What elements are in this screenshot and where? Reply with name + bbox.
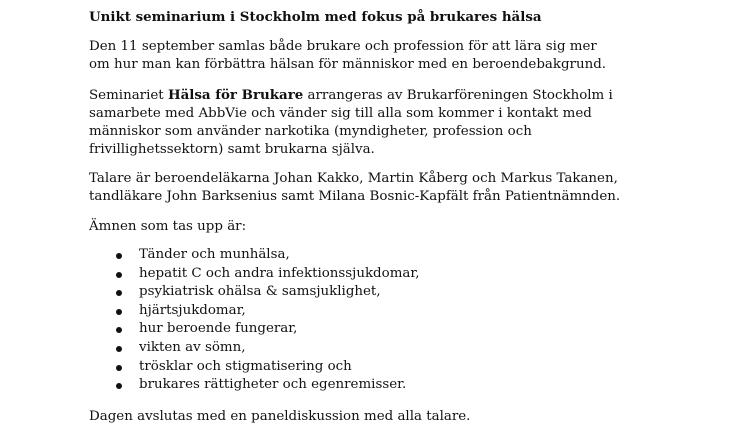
- event-name: Hälsa för Brukare: [167, 87, 304, 103]
- topic-text: hur beroende fungerar,: [139, 321, 298, 337]
- list-item: [89, 283, 420, 302]
- list-item: [89, 358, 420, 377]
- topic-text: hepatit C och andra infektionssjukdomar,: [139, 265, 420, 281]
- list-item: [89, 376, 420, 395]
- list-item: [89, 339, 420, 358]
- topics-list: [89, 246, 420, 395]
- bullet-icon: [116, 365, 122, 371]
- topics-heading: Ämnen som tas upp är:: [89, 219, 247, 234]
- organizer-text-after: arrangeras av Brukarföreningen Stockholm i samarbete med AbbVie och vänder sig till alla som kommer i kontakt med människor som använder narkotika (myndigheter, profession och frivillighetssektorn) samt brukarna själva.: [89, 88, 613, 157]
- topic-text: Tänder och munhälsa,: [139, 247, 290, 262]
- list-item: [89, 302, 420, 321]
- bullet-icon: [116, 272, 122, 278]
- speakers-paragraph: Talare är beroendeläkarna Johan Kakko, Martin Kåberg och Markus Takanen, tandläkare John Barksenius samt Milana Bosnic-Kapfält från Patientnämnden.: [89, 171, 621, 204]
- intro-paragraph: Den 11 september samlas både brukare och profession för att lära sig mer om hur man kan förbättra hälsan för människor med en beroendebakgrund.: [89, 39, 607, 72]
- bullet-icon: [116, 309, 122, 315]
- bullet-icon: [116, 346, 122, 352]
- organizer-paragraph: [89, 86, 664, 159]
- list-item: [89, 246, 420, 265]
- topic-text: hjärtsjukdomar,: [139, 302, 246, 318]
- topic-text: vikten av sömn,: [139, 339, 246, 355]
- closing-paragraph: Dagen avslutas med en paneldiskussion med alla talare.: [89, 409, 471, 424]
- topic-text: brukares rättigheter och egenremisser.: [139, 377, 407, 393]
- article-title: Unikt seminarium i Stockholm med fokus på brukares hälsa: [89, 9, 542, 25]
- list-item: [89, 320, 420, 339]
- bullet-icon: [116, 253, 122, 259]
- topic-text: psykiatrisk ohälsa & samsjuklighet,: [139, 284, 381, 300]
- list-item: [89, 265, 420, 284]
- bullet-icon: [116, 383, 122, 389]
- bullet-icon: [116, 290, 122, 296]
- organizer-text-before: Seminariet: [89, 88, 168, 103]
- topic-text: trösklar och stigmatisering och: [139, 358, 352, 374]
- bullet-icon: [116, 327, 122, 333]
